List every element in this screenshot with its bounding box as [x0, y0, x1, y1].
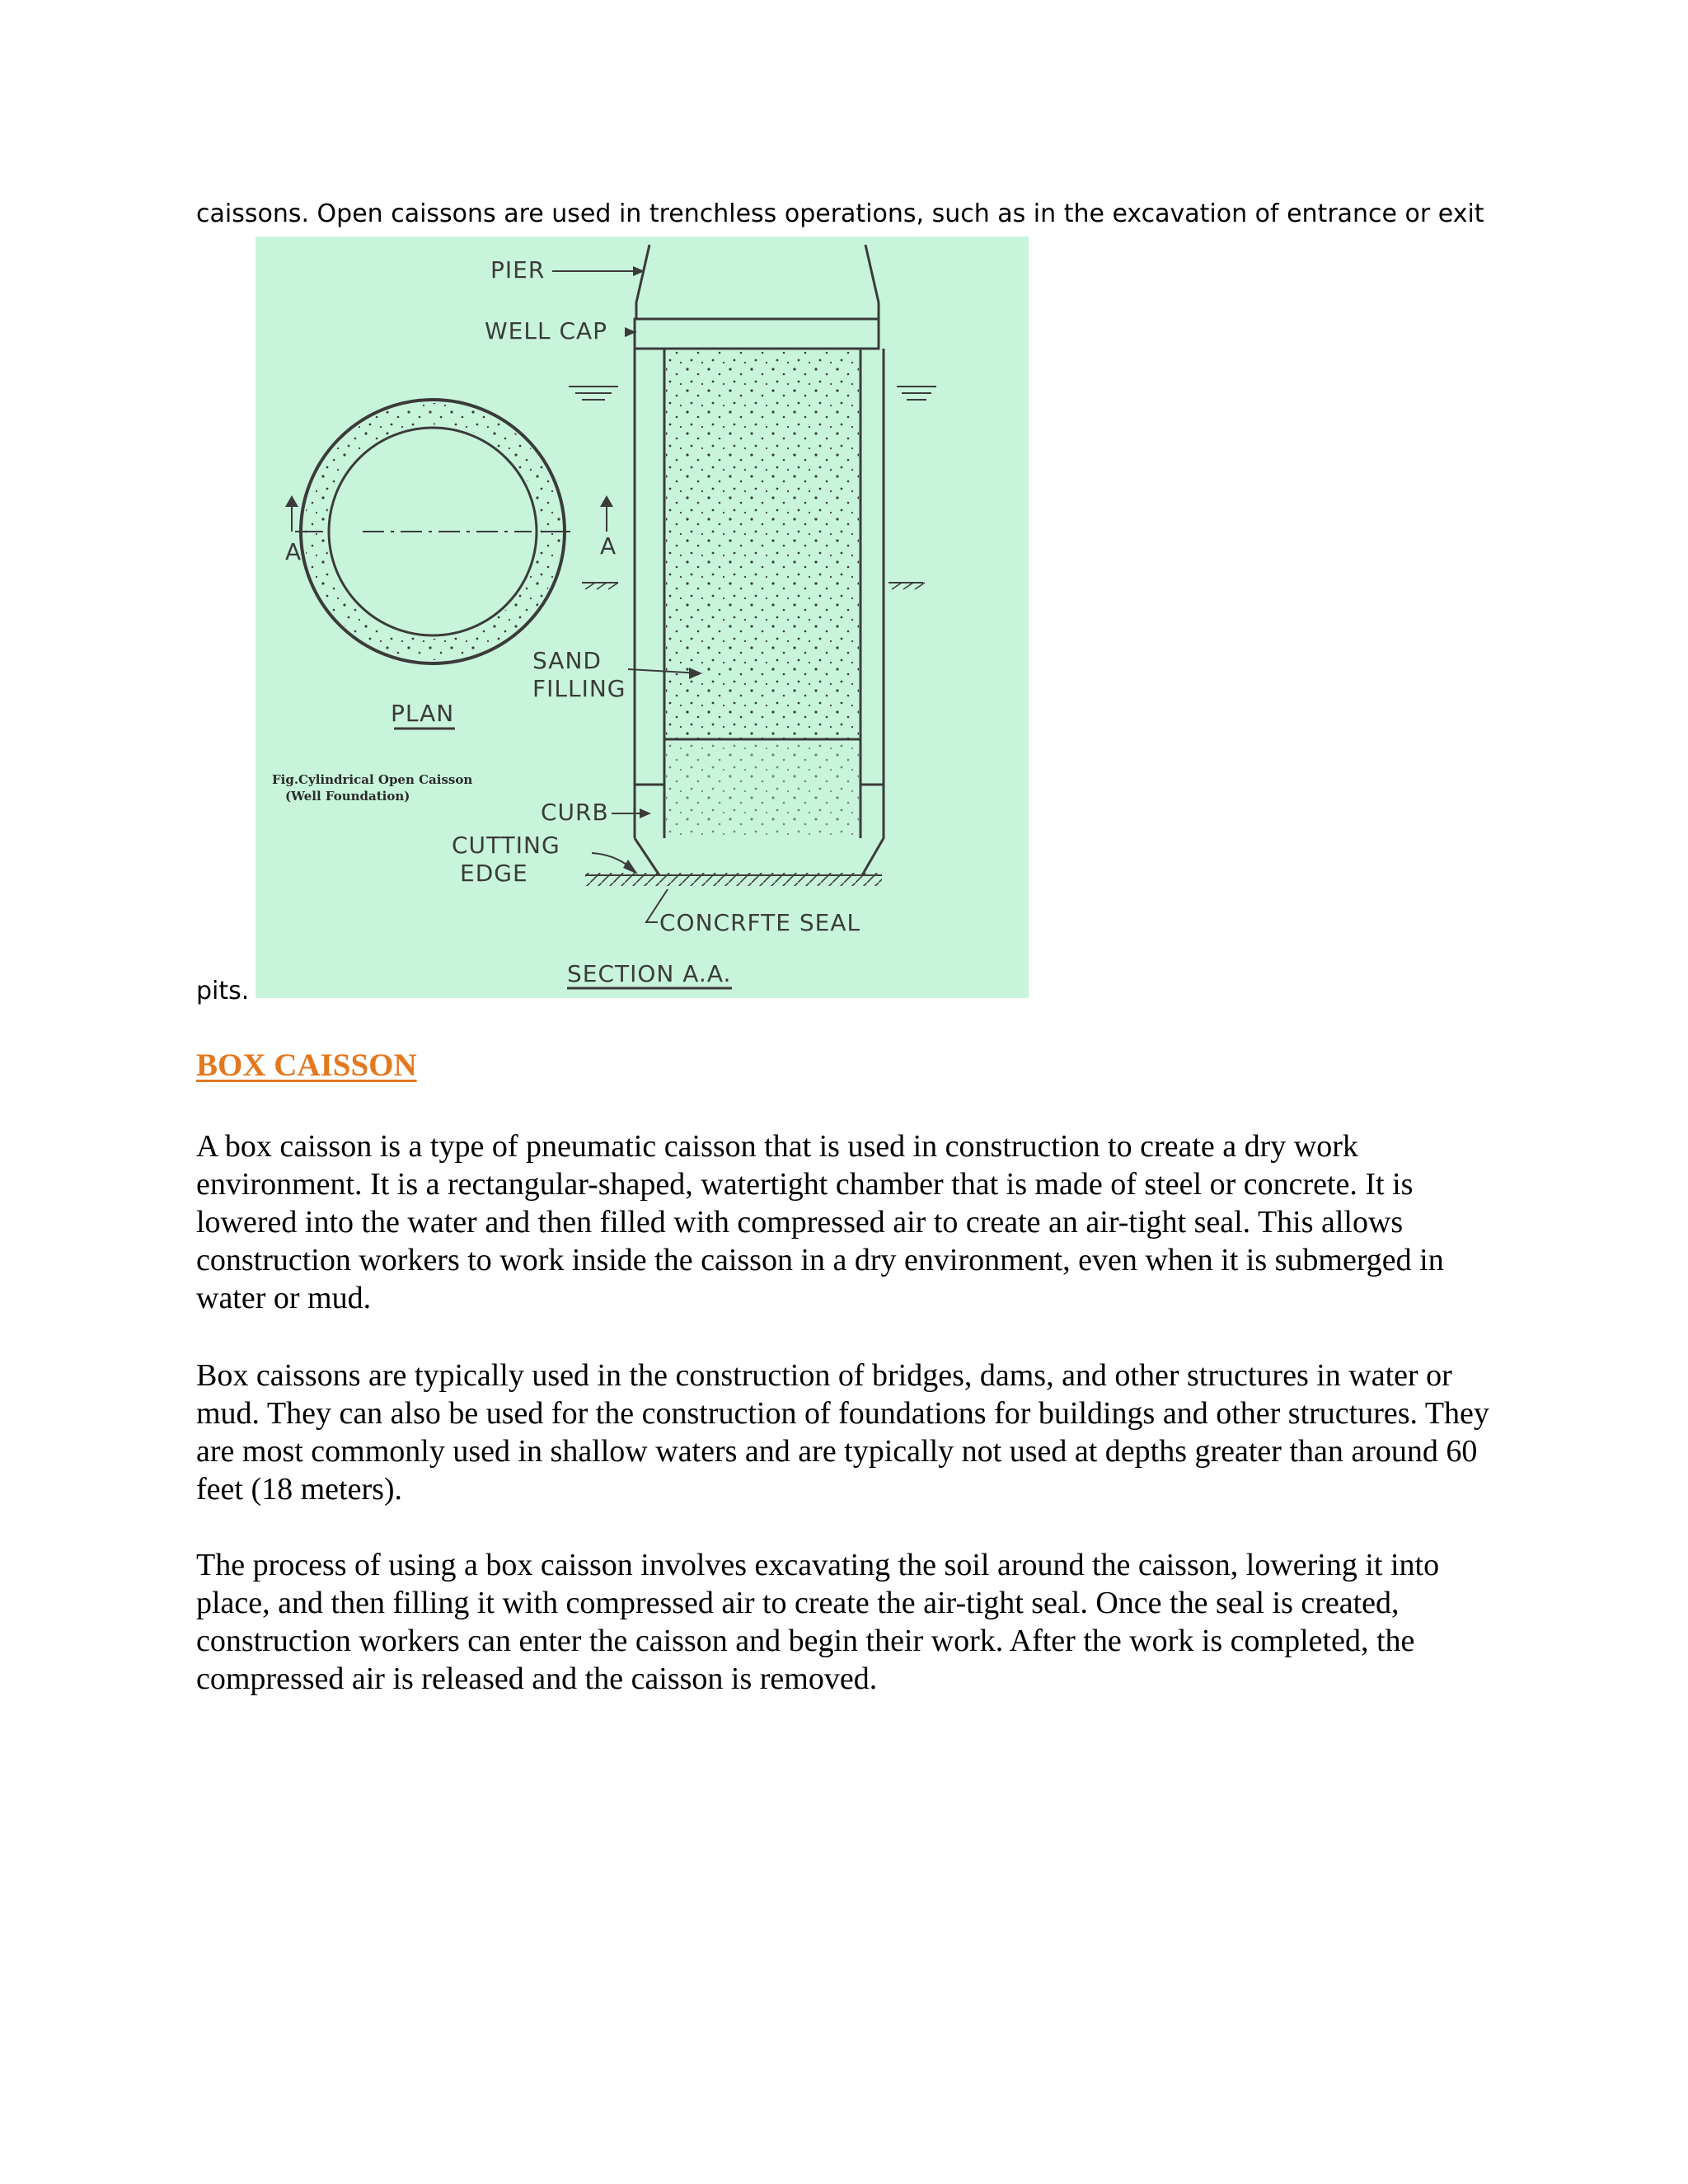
section-heading: BOX CAISSON — [196, 1047, 417, 1083]
section-label: SECTION A.A. — [567, 960, 732, 987]
concrete-seal-label: CONCRFTE SEAL — [659, 909, 861, 936]
figure-caption-line-1: Fig.Cylindrical Open Caisson — [272, 772, 473, 787]
plan-label: PLAN — [391, 700, 455, 727]
paragraph-3: The process of using a box caisson involves excavating the soil around the caisson, lowering it into place, and then filling it with compressed air to create the air-tight seal. Once the seal is created, construction workers can enter the caisson and begin their work. After the work is completed, the compressed air is released and the caisson is removed. — [196, 1548, 1440, 1696]
paragraph-2: Box caissons are typically used in the construction of bridges, dams, and other structures in water or mud. They can also be used for the construction of foundations for buildings and other structures. They are most commonly used in shallow waters and are typically not used at depths greater than around 60 feet (18 meters). — [196, 1358, 1489, 1507]
concrete-seal-fill — [666, 741, 859, 838]
sand-filling — [666, 350, 859, 739]
caisson-diagram — [256, 237, 1029, 998]
section-marker-left: A — [285, 538, 302, 565]
pier-label: PIER — [490, 256, 546, 284]
cutting-edge-label-line-1: CUTTING — [452, 832, 560, 859]
paragraph-1: A box caisson is a type of pneumatic caisson that is used in construction to create a dry work environment. It is a rectangular-shaped, watertight chamber that is made of steel or concrete. It is lowered into the water and then filled with compressed air to create an air-tight seal. This allows construction workers to work inside the caisson in a dry environment, even when it is submerged in water or mud. — [196, 1129, 1444, 1315]
intro-line: caissons. Open caissons are used in trenchless operations, such as in the excavation of entrance or exit — [196, 199, 1484, 228]
well-cap-label: WELL CAP — [485, 317, 608, 344]
caisson-figure — [256, 237, 1029, 998]
cutting-edge-label-line-2: EDGE — [460, 860, 528, 887]
figure-caption-line-2: (Well Foundation) — [285, 789, 410, 804]
sand-filling-label-line-1: SAND — [532, 647, 602, 674]
section-marker-right: A — [600, 532, 617, 560]
intro-continuation: pits. — [196, 977, 250, 1005]
sand-filling-label-line-2: FILLING — [532, 675, 626, 702]
curb-label: CURB — [541, 799, 609, 826]
